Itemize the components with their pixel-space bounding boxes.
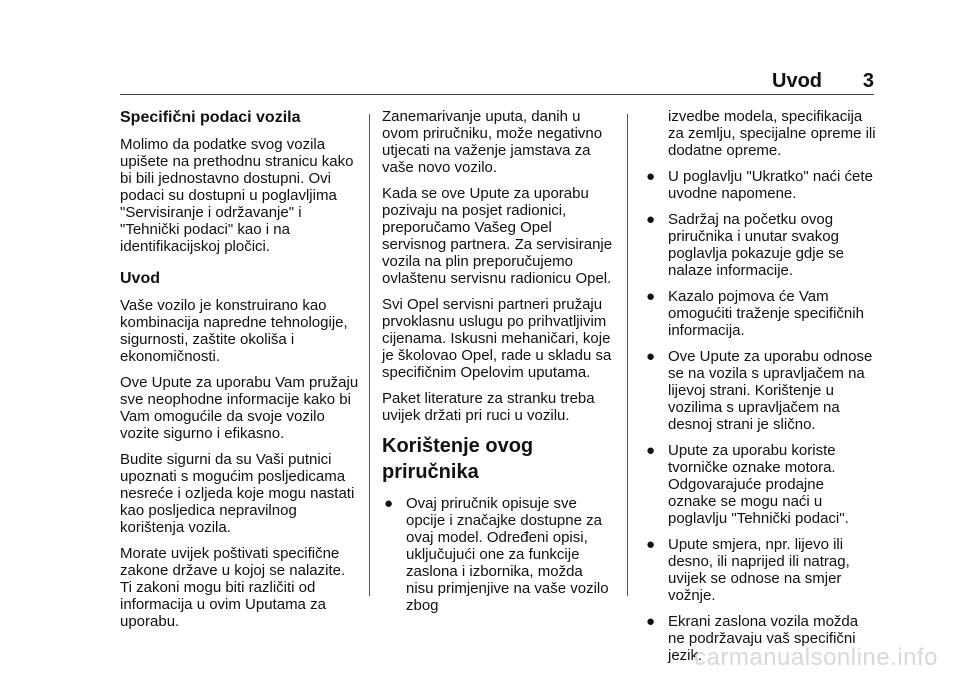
- list-item: [644, 211, 876, 279]
- column-3: [644, 108, 876, 673]
- list-item-text: U poglavlju "Ukratko" naći ćete uvodne napomene.: [668, 168, 873, 202]
- paragraph: Morate uvijek poštivati specifične zakone države u kojoj se nalazite. Ti zakoni mogu biti različiti od informacija u ovim Uputama za uporabu.: [120, 545, 346, 630]
- list-item-text: Sadržaj na početku ovog priručnika i unutar svakog poglavlja pokazuje gdje se nalaze informacije.: [668, 211, 844, 279]
- paragraph: Molimo da podatke svog vozila upišete na prethodnu stranicu kako bi bili jednostavno dostupni. Ovi podaci su dostupni u poglavljima "Servisiranje i održavanje" i "Tehnički podaci" kao i na identifikacijskoj pločici.: [120, 136, 354, 255]
- paragraph: Paket literature za stranku treba uvijek držati pri ruci u vozilu.: [382, 390, 595, 424]
- bullet-icon: ●: [646, 211, 656, 228]
- list-item: [644, 288, 876, 339]
- bullet-icon: ●: [646, 613, 656, 630]
- list-item-text: Upute za uporabu koriste tvorničke oznake motora. Odgovarajuće prodajne oznake se mogu naći u poglavlju "Tehnički podaci".: [668, 442, 849, 527]
- column-2: [382, 108, 614, 623]
- list-item-text: Ove Upute za uporabu odnose se na vozila s upravljačem na lijevoj strani. Korištenje u vozilima s upravljačem na desnoj strani je slično.: [668, 348, 873, 433]
- section-heading-vehicle-data: Specifični podaci vozila: [120, 109, 301, 126]
- list-item-text: Upute smjera, npr. lijevo ili desno, ili naprijed ili natrag, uvijek se odnose na smjer vožnje.: [668, 536, 850, 604]
- bullet-list: [644, 168, 876, 664]
- list-item: [644, 442, 876, 527]
- column-1: [120, 108, 360, 639]
- section-heading-using-manual: Korištenje ovog priručnika: [382, 435, 534, 483]
- paragraph: Svi Opel servisni partneri pružaju prvoklasnu uslugu po prihvatljivim cijenama. Iskusni mehaničari, koje je školovao Opel, rade u skladu sa specifičnim Opelovim uputama.: [382, 296, 612, 381]
- continuation-text: izvedbe modela, specifikacija za zemlju, specijalne opreme ili dodatne opreme.: [668, 108, 876, 159]
- watermark: carmanualsonline.info: [694, 644, 938, 671]
- section-heading-intro: Uvod: [120, 270, 160, 287]
- page-header: [120, 64, 874, 95]
- bullet-icon: ●: [646, 536, 656, 553]
- column-divider-2: [627, 114, 628, 596]
- page-number: 3: [862, 70, 874, 92]
- list-item: [644, 348, 876, 433]
- paragraph: Vaše vozilo je konstruirano kao kombinacija napredne tehnologije, sigurnosti, zaštite okoliša i ekonomičnosti.: [120, 297, 348, 365]
- list-item-text: Ovaj priručnik opisuje sve opcije i značajke dostupne za ovaj model. Određeni opisi, uključujući one za funkcije zaslona i izbornika, možda nisu primjenjive na vaše vozilo zbog: [406, 495, 609, 614]
- list-item: [644, 168, 876, 202]
- paragraph: Kada se ove Upute za uporabu pozivaju na posjet radionici, preporučamo Vašeg Opel servisnog partnera. Za servisiranje vozila na plin preporučujemo ovlaštenu servisnu radionicu Opel.: [382, 185, 613, 287]
- paragraph: Budite sigurni da su Vaši putnici upoznati s mogućim posljedicama nesreće i ozljeda koje mogu nastati kao posljedica nepravilnog korištenja vozila.: [120, 451, 355, 536]
- paragraph: Zanemarivanje uputa, danih u ovom priručniku, može negativno utjecati na važenje jamstava za vaše novo vozilo.: [382, 108, 603, 176]
- bullet-icon: ●: [646, 348, 656, 365]
- bullet-icon: ●: [646, 288, 656, 305]
- chapter-title: Uvod: [772, 70, 822, 92]
- paragraph: Ove Upute za uporabu Vam pružaju sve neophodne informacije kako bi Vam omogućile da svoje vozilo vozite sigurno i efikasno.: [120, 374, 359, 442]
- bullet-list: [382, 495, 614, 614]
- column-divider-1: [369, 114, 370, 596]
- bullet-icon: ●: [646, 168, 656, 185]
- list-item: [644, 536, 876, 604]
- list-item: [382, 495, 614, 614]
- bullet-icon: ●: [384, 495, 394, 512]
- list-item-text: Ekrani zaslona vozila možda ne podržavaju vaš specifični jezik.: [668, 613, 859, 664]
- list-item-text: Kazalo pojmova će Vam omogućiti traženje specifičnih informacija.: [668, 288, 864, 339]
- bullet-icon: ●: [646, 442, 656, 459]
